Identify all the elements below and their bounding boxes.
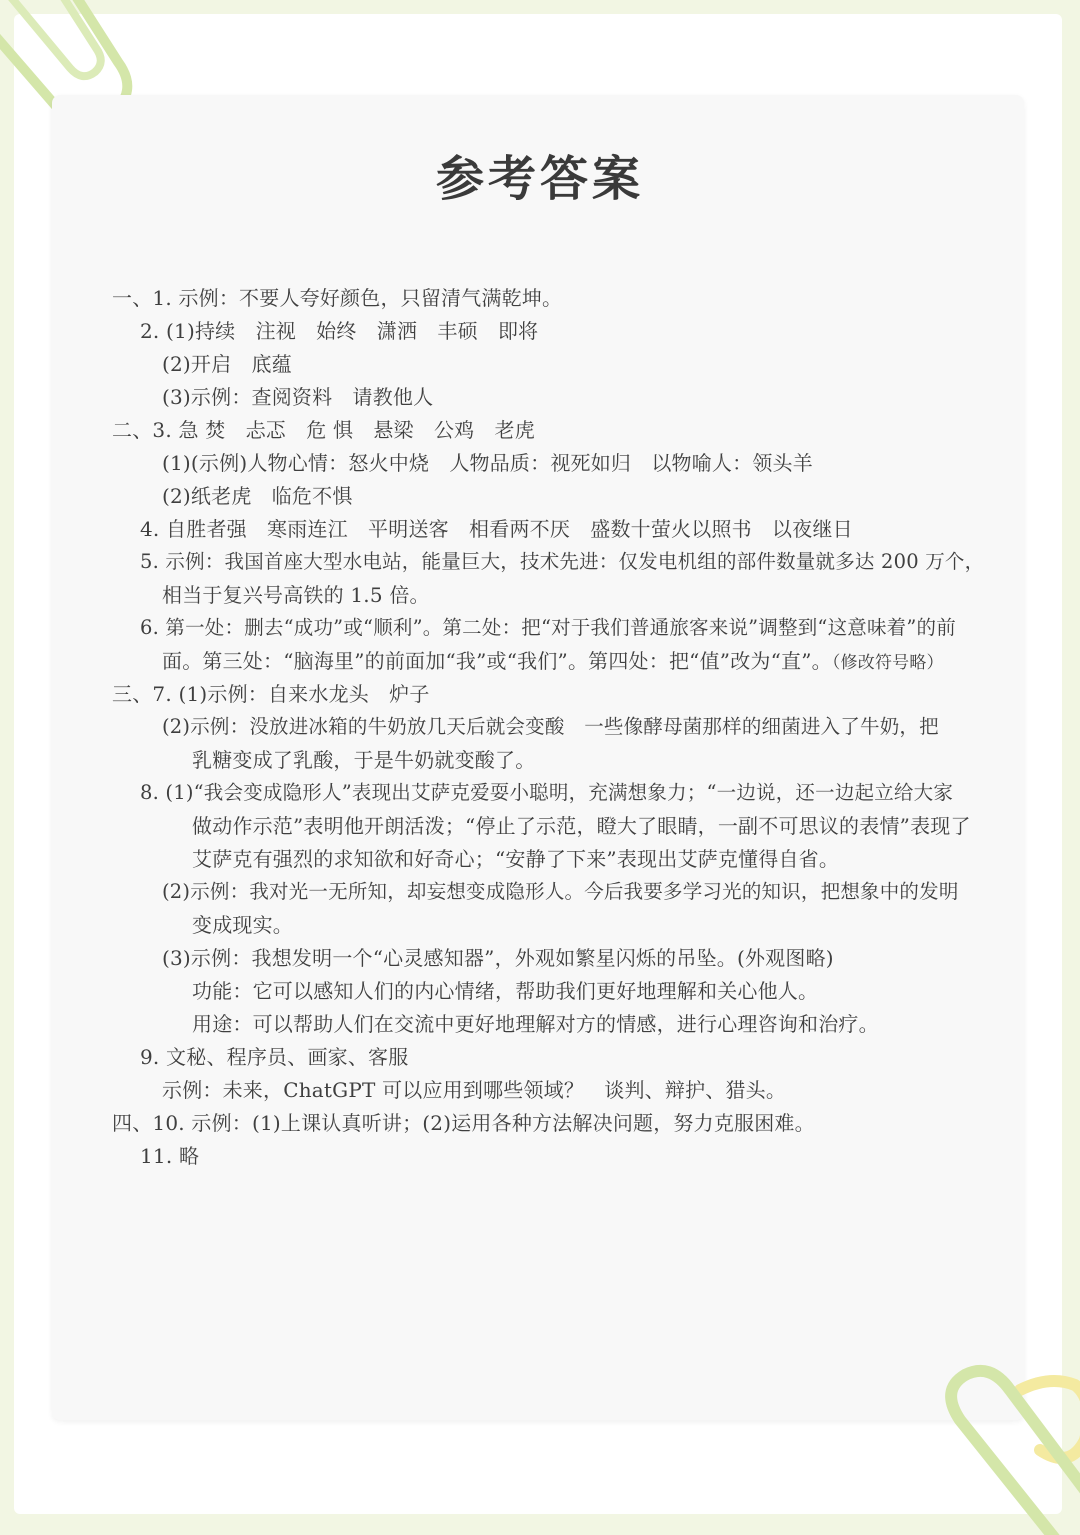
answer-line: 做动作示范”表明他开朗活泼；“停止了示范，瞪大了眼睛，一副不可思议的表情”表现了	[192, 814, 971, 838]
answer-line: 功能：它可以感知人们的内心情绪，帮助我们更好地理解和关心他人。	[192, 979, 819, 1003]
answer-line: 5. 示例：我国首座大型水电站，能量巨大，技术先进：仅发电机组的部件数量就多达 200 万个，	[140, 550, 985, 573]
answer-line: (3)示例：查阅资料 请教他人	[162, 385, 434, 409]
answer-line: 8. (1)“我会变成隐形人”表现出艾萨克爱耍小聪明，充满想象力；“一边说，还一边起立给大家	[140, 781, 954, 804]
answer-line: 9. 文秘、程序员、画家、客服	[140, 1045, 409, 1069]
answer-line: (1)(示例)人物心情：怒火中烧 人物品质：视死如归 以物喻人：领头羊	[162, 451, 813, 475]
page-title: 参考答案	[435, 151, 644, 207]
answer-line: (2)示例：没放进冰箱的牛奶放几天后就会变酸 一些像酵母菌那样的细菌进入了牛奶，把	[162, 715, 939, 738]
answer-line: 用途：可以帮助人们在交流中更好地理解对方的情感，进行心理咨询和治疗。	[192, 1012, 879, 1036]
answer-line: 一、1. 示例：不要人夸好颜色，只留清气满乾坤。	[112, 286, 563, 310]
answer-note: （修改符号略）	[831, 653, 944, 673]
answer-line: 4. 自胜者强 寒雨连江 平明送客 相看两不厌 盛数十萤火以照书 以夜继日	[140, 517, 853, 541]
answer-line: 6. 第一处：删去“成功”或“顺利”。第二处：把“对于我们普通旅客来说”调整到“这意味着”的前	[140, 616, 956, 639]
answer-line	[162, 648, 944, 676]
answer-line: (3)示例：我想发明一个“心灵感知器”，外观如繁星闪烁的吊坠。(外观图略)	[162, 946, 834, 970]
answer-line: 2. (1)持续 注视 始终 潇洒 丰硕 即将	[140, 319, 539, 343]
answer-line: 11. 略	[140, 1144, 200, 1168]
answer-line: (2)纸老虎 临危不惧	[162, 484, 353, 508]
answer-line: 艾萨克有强烈的求知欲和好奇心；“安静了下来”表现出艾萨克懂得自省。	[192, 847, 840, 871]
answer-line: 示例：未来，ChatGPT 可以应用到哪些领域？ 谈判、辩护、猎头。	[162, 1078, 787, 1102]
answer-text: 面。第三处：“脑海里”的前面加“我”或“我们”。第四处：把“值”改为“直”。	[162, 649, 832, 673]
answer-line: (2)示例：我对光一无所知，却妄想变成隐形人。今后我要多学习光的知识，把想象中的发明	[162, 880, 959, 903]
answer-line: 三、7. (1)示例：自来水龙头 炉子	[112, 682, 430, 706]
answer-line: 变成现实。	[192, 913, 293, 937]
answer-line: 乳糖变成了乳酸，于是牛奶就变酸了。	[192, 748, 536, 772]
answer-line: 相当于复兴号高铁的 1.5 倍。	[162, 583, 430, 607]
answer-line: (2)开启 底蕴	[162, 352, 292, 376]
answer-line: 二、3. 急 焚 忐忑 危 惧 悬梁 公鸡 老虎	[112, 418, 535, 442]
answer-line: 四、10. 示例：(1)上课认真听讲；(2)运用各种方法解决问题，努力克服困难。	[112, 1111, 815, 1135]
